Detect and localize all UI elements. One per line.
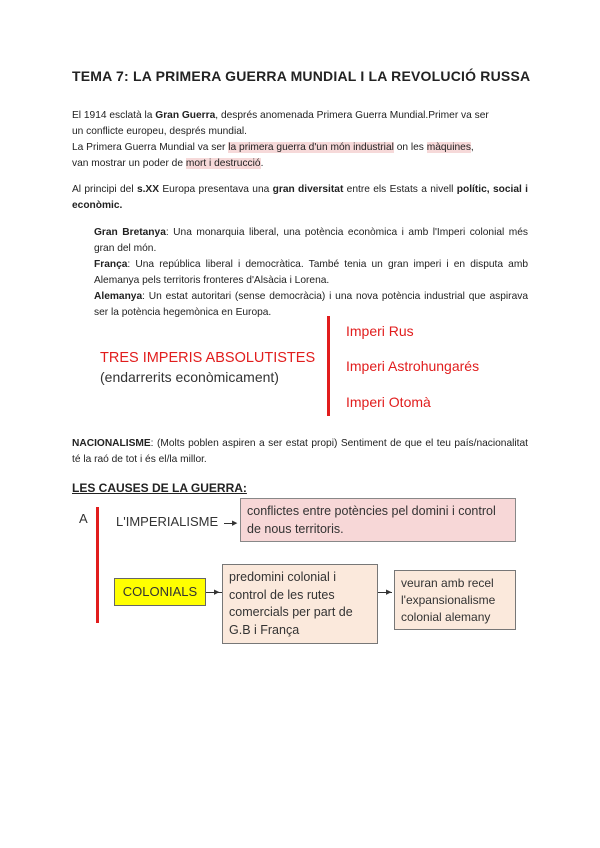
colonial-dominance-box: predomini colonial i control de les rutes comercials per part de G.B i França bbox=[222, 564, 378, 644]
page-title: TEMA 7: LA PRIMERA GUERRA MUNDIAL I LA REVOLUCIÓ RUSSA bbox=[72, 68, 531, 84]
empire-item: Imperi Otomà bbox=[346, 394, 431, 410]
german-reaction-box: veuran amb recel l'expansionalisme colonial alemany bbox=[394, 570, 516, 630]
imperialism-label: L'IMPERIALISME bbox=[116, 514, 219, 529]
empire-item: Imperi Rus bbox=[346, 323, 414, 339]
imperialism-box: conflictes entre potències pel domini i control de nous territoris. bbox=[240, 498, 516, 542]
nationalism-paragraph: NACIONALISME: (Molts poblen aspiren a ser estat propi) Sentiment de que el teu país/nacionalitat té la raó de tot i és el/la millor. bbox=[72, 438, 528, 465]
power-item: Gran Bretanya: Una monarquia liberal, una potència econòmica i amb l'Imperi colonial més gran del món. bbox=[94, 227, 528, 254]
empires-subheading: (endarrerits econòmicament) bbox=[100, 369, 279, 385]
arrow-right-icon: ▶ bbox=[232, 520, 238, 527]
powers-list bbox=[94, 225, 528, 321]
causes-divider bbox=[96, 507, 99, 623]
empire-item: Imperi Astrohungarés bbox=[346, 358, 480, 374]
arrow-right-icon: ▶ bbox=[214, 589, 220, 596]
intro-paragraph: El 1914 esclatà la Gran Guerra, després anomenada Primera Guerra Mundial.Primer va ser un conflicte europeu, després mundial. La Primera Guerra Mundial va ser la primera guerra d'un món industrial on les màquines, van mostrar un poder de mort i destrucció. bbox=[72, 110, 489, 169]
causes-marker: A bbox=[79, 511, 88, 526]
power-item: França: Una república liberal i democràtica. També tenia un gran imperi i en disputa amb Alemanya pels territoris fronteres d'Alsàcia i Lorena. bbox=[94, 259, 528, 286]
diversity-paragraph: Al principi del s.XX Europa presentava una gran diversitat entre els Estats a nivell polític, social i econòmic. bbox=[72, 184, 528, 211]
empires-divider bbox=[327, 316, 330, 416]
causes-heading: LES CAUSES DE LA GUERRA: bbox=[72, 481, 247, 495]
arrow-right-icon: ▶ bbox=[386, 589, 392, 596]
colonials-box: COLONIALS bbox=[114, 578, 206, 606]
empires-heading: TRES IMPERIS ABSOLUTISTES bbox=[100, 350, 316, 366]
power-item: Alemanya: Un estat autoritari (sense democràcia) i una nova potència industrial que aspirava ser la potència hegemònica en Europa. bbox=[94, 291, 528, 318]
